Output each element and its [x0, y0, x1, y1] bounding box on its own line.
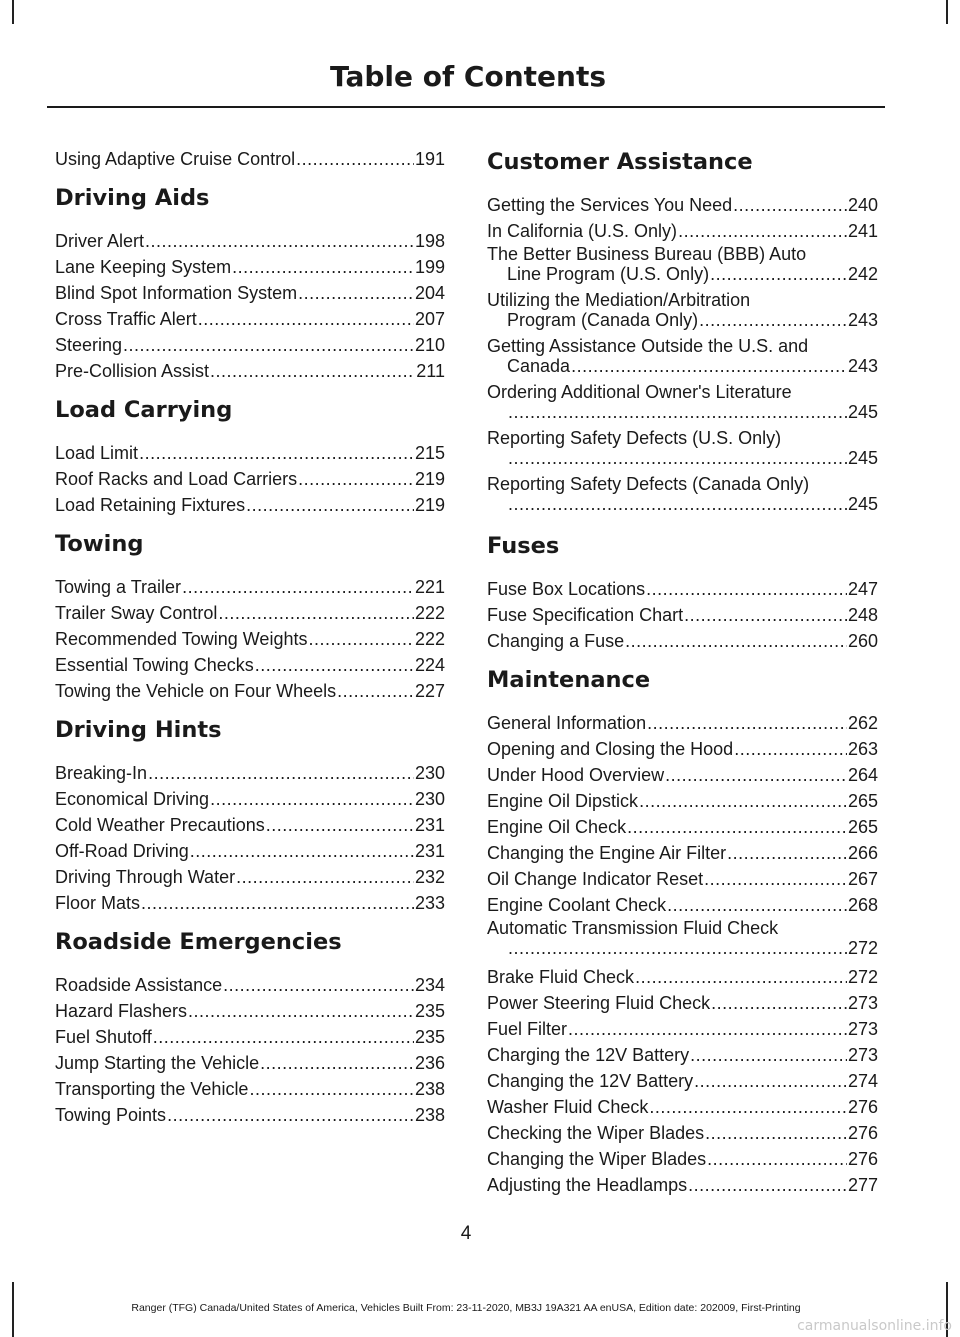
toc-entry[interactable] [55, 972, 445, 998]
toc-entry[interactable] [487, 1146, 878, 1172]
dot-leader [649, 1094, 847, 1120]
toc-entry-title: Roof Racks and Load Carriers [55, 469, 298, 489]
section-heading: Fuses [487, 533, 560, 559]
toc-entry-page: 266 [847, 843, 878, 863]
dot-leader [236, 864, 414, 890]
toc-entry-title: Jump Starting the Vehicle [55, 1053, 260, 1073]
toc-entry-title: Cold Weather Precautions [55, 815, 265, 835]
page-number: 4 [460, 1223, 472, 1244]
toc-entry-page: 248 [847, 605, 878, 625]
toc-entry-title: Power Steering Fluid Check [487, 993, 711, 1013]
toc-entry[interactable] [55, 466, 445, 492]
toc-entry[interactable] [487, 576, 878, 602]
toc-entry-title: Fuel Filter [487, 1019, 568, 1039]
toc-entry-title: Automatic Transmission Fluid Check [487, 918, 779, 938]
toc-entry-page: 277 [847, 1175, 878, 1195]
toc-entry[interactable] [55, 492, 445, 518]
toc-entry-title: Opening and Closing the Hood [487, 739, 734, 759]
dot-leader [255, 652, 414, 678]
toc-entry[interactable] [55, 146, 445, 172]
toc-entry-title: Engine Oil Check [487, 817, 627, 837]
left-column [55, 146, 445, 1128]
dot-leader [246, 492, 414, 518]
toc-entry[interactable] [487, 336, 878, 378]
toc-entry[interactable] [487, 192, 878, 218]
toc-entry-title: Roadside Assistance [55, 975, 223, 995]
toc-entry[interactable] [55, 652, 445, 678]
toc-entry-title: Getting Assistance Outside the U.S. and [487, 336, 809, 356]
dot-leader [727, 840, 847, 866]
dot-leader [153, 1024, 414, 1050]
dot-leader [625, 628, 847, 654]
toc-entry[interactable] [55, 864, 445, 890]
toc-entry-title: Load Retaining Fixtures [55, 495, 246, 515]
section-heading: Maintenance [487, 667, 651, 693]
toc-entry-title: Pre-Collision Assist [55, 361, 210, 381]
toc-entry[interactable] [487, 1094, 878, 1120]
toc-entry[interactable] [487, 1042, 878, 1068]
toc-entry-page: 240 [847, 195, 878, 215]
toc-entry-continuation [487, 356, 878, 378]
section-spacer [55, 916, 445, 926]
toc-entry-page: 219 [414, 495, 445, 515]
toc-entry-title: Engine Coolant Check [487, 895, 667, 915]
right-column [487, 146, 878, 1198]
toc-entry-title: Driving Through Water [55, 867, 236, 887]
toc-entry-title: Changing the 12V Battery [487, 1071, 694, 1091]
toc-entry-page: 242 [847, 264, 878, 284]
toc-entry-title: Blind Spot Information System [55, 283, 298, 303]
toc-entry-title: Fuse Box Locations [487, 579, 646, 599]
toc-entry-page: 268 [847, 895, 878, 915]
toc-entry-title: Reporting Safety Defects (Canada Only) [487, 474, 810, 494]
crop-mark-top-left [12, 0, 14, 24]
toc-entry-title: Checking the Wiper Blades [487, 1123, 705, 1143]
toc-entry-page: 207 [414, 309, 445, 329]
toc-entry-page: 227 [414, 681, 445, 701]
toc-entry[interactable] [55, 254, 445, 280]
toc-entry[interactable] [487, 788, 878, 814]
section-spacer [55, 384, 445, 394]
toc-entry-page: 235 [414, 1001, 445, 1021]
dot-leader [647, 710, 847, 736]
toc-entry[interactable] [487, 892, 878, 918]
toc-entry-page: 263 [847, 739, 878, 759]
toc-entry-title: Steering [55, 335, 123, 355]
dot-leader [704, 866, 847, 892]
toc-entry-title: Under Hood Overview [487, 765, 665, 785]
toc-entry-continuation [487, 938, 878, 960]
toc-entry[interactable] [487, 1016, 878, 1042]
toc-entry-page: 272 [847, 967, 878, 987]
toc-entry-title: Cross Traffic Alert [55, 309, 197, 329]
toc-entry-page: 211 [416, 361, 445, 381]
dot-leader [298, 280, 414, 306]
toc-entry[interactable] [487, 602, 878, 628]
toc-entry-page: 238 [414, 1079, 445, 1099]
toc-entry-page: 222 [414, 603, 445, 623]
toc-entry-page: 260 [847, 631, 878, 651]
footer-text: Ranger (TFG) Canada/United States of America, Vehicles Built From: 23-11-2020, MB3J 19A321 AA enUSA, Edition date: 202009, First-Printing [131, 1302, 801, 1314]
toc-entry-title: Brake Fluid Check [487, 967, 635, 987]
toc-entry-title: Lane Keeping System [55, 257, 232, 277]
toc-entry[interactable] [487, 474, 878, 516]
toc-entry-continuation [487, 448, 878, 470]
toc-entry-page: 215 [414, 443, 445, 463]
toc-entry-title: Oil Change Indicator Reset [487, 869, 704, 889]
toc-entry-page: 235 [414, 1027, 445, 1047]
dot-leader [210, 786, 414, 812]
toc-entry-continuation [487, 494, 878, 516]
toc-entry-page: 199 [414, 257, 445, 277]
dot-leader [678, 218, 847, 244]
toc-entry[interactable] [55, 280, 445, 306]
dot-leader [145, 228, 414, 254]
toc-entry-page: 245 [847, 448, 878, 468]
toc-entry-title: Utilizing the Mediation/Arbitration [487, 290, 751, 310]
toc-entry-title: Driver Alert [55, 231, 145, 251]
dot-leader [141, 890, 414, 916]
toc-entry-page: 221 [414, 577, 445, 597]
section-spacer [487, 654, 878, 664]
toc-entry[interactable] [487, 382, 878, 424]
toc-entry[interactable] [487, 762, 878, 788]
toc-entry[interactable] [55, 332, 445, 358]
toc-entry[interactable] [487, 218, 878, 244]
toc-entry-page: 272 [847, 938, 878, 958]
toc-entry-title: Recommended Towing Weights [55, 629, 308, 649]
toc-entry-page: 243 [847, 356, 878, 376]
page-title: Table of Contents [329, 60, 606, 93]
toc-entry-page: 276 [847, 1097, 878, 1117]
toc-entry[interactable] [55, 678, 445, 704]
toc-entry[interactable] [487, 1120, 878, 1146]
toc-entry-title-cont: Program (Canada Only) [507, 310, 699, 330]
toc-entry-title: Using Adaptive Cruise Control [55, 149, 296, 169]
toc-entry-page: 210 [414, 335, 445, 355]
toc-entry-page: 231 [414, 815, 445, 835]
toc-entry-page: 276 [847, 1123, 878, 1143]
toc-entry[interactable] [487, 628, 878, 654]
toc-entry[interactable] [55, 600, 445, 626]
dot-leader [733, 192, 847, 218]
dot-leader [508, 938, 847, 958]
toc-entry[interactable] [55, 786, 445, 812]
toc-entry-continuation [487, 310, 878, 332]
toc-entry-page: 230 [414, 763, 445, 783]
toc-entry-page: 265 [847, 791, 878, 811]
toc-entry-title: Off-Road Driving [55, 841, 189, 861]
toc-entry-page: 247 [847, 579, 878, 599]
dot-leader [260, 1050, 414, 1076]
toc-entry[interactable] [55, 838, 445, 864]
toc-entry-title-cont: Line Program (U.S. Only) [507, 264, 710, 284]
toc-entry[interactable] [55, 890, 445, 916]
toc-entry[interactable] [55, 998, 445, 1024]
toc-entry-title: Charging the 12V Battery [487, 1045, 690, 1065]
dot-leader [646, 576, 847, 602]
dot-leader [139, 440, 414, 466]
dot-leader [667, 892, 847, 918]
dot-leader [296, 146, 414, 172]
dot-leader [665, 762, 847, 788]
toc-entry[interactable] [55, 1102, 445, 1128]
toc-entry[interactable] [487, 244, 878, 286]
toc-entry-page: 265 [847, 817, 878, 837]
toc-entry-title: Changing a Fuse [487, 631, 625, 651]
toc-entry-title: Fuse Specification Chart [487, 605, 684, 625]
toc-entry-page: 236 [414, 1053, 445, 1073]
dot-leader [249, 1076, 414, 1102]
crop-mark-top-right [946, 0, 948, 24]
dot-leader [223, 972, 414, 998]
dot-leader [688, 1172, 847, 1198]
toc-entry-title: Load Limit [55, 443, 139, 463]
toc-entry[interactable] [487, 710, 878, 736]
dot-leader [232, 254, 414, 280]
toc-entry-page: 273 [847, 1019, 878, 1039]
dot-leader [627, 814, 847, 840]
toc-entry-title: General Information [487, 713, 647, 733]
dot-leader [710, 264, 847, 284]
toc-entry[interactable] [487, 918, 878, 960]
dot-leader [508, 494, 847, 514]
toc-entry[interactable] [487, 1068, 878, 1094]
dot-leader [571, 356, 847, 376]
dot-leader [308, 626, 413, 652]
toc-entry[interactable] [55, 574, 445, 600]
toc-entry-title: Trailer Sway Control [55, 603, 218, 623]
toc-entry-title: Transporting the Vehicle [55, 1079, 249, 1099]
dot-leader [148, 760, 414, 786]
toc-entry-page: 230 [414, 789, 445, 809]
dot-leader [210, 358, 415, 384]
dot-leader [639, 788, 847, 814]
toc-entry-title: Adjusting the Headlamps [487, 1175, 688, 1195]
dot-leader [182, 574, 414, 600]
toc-entry[interactable] [55, 1024, 445, 1050]
dot-leader [188, 998, 414, 1024]
toc-entry[interactable] [487, 866, 878, 892]
toc-entry-title: In California (U.S. Only) [487, 221, 678, 241]
toc-entry-title: Towing a Trailer [55, 577, 182, 597]
toc-entry-page: 191 [414, 149, 445, 169]
toc-entry-title: Breaking-In [55, 763, 148, 783]
dot-leader [707, 1146, 847, 1172]
section-spacer [55, 172, 445, 182]
section-heading: Customer Assistance [487, 149, 753, 175]
toc-entry-page: 222 [414, 629, 445, 649]
toc-entry-page: 273 [847, 1045, 878, 1065]
toc-entry-title-cont: Canada [507, 356, 571, 376]
toc-entry[interactable] [487, 290, 878, 332]
toc-entry-title: Fuel Shutoff [55, 1027, 152, 1047]
toc-entry-title: Essential Towing Checks [55, 655, 254, 675]
dot-leader [568, 1016, 847, 1042]
toc-entry[interactable] [487, 428, 878, 470]
toc-entry[interactable] [487, 990, 878, 1016]
toc-entry[interactable] [55, 1050, 445, 1076]
toc-entry-title: Ordering Additional Owner's Literature [487, 382, 792, 402]
toc-entry[interactable] [487, 964, 878, 990]
toc-entry-page: 276 [847, 1149, 878, 1169]
toc-entry-title: Washer Fluid Check [487, 1097, 649, 1117]
toc-entry[interactable] [487, 814, 878, 840]
dot-leader [705, 1120, 847, 1146]
toc-entry-page: 234 [414, 975, 445, 995]
section-heading: Driving Aids [55, 185, 210, 211]
toc-entry-page: 273 [847, 993, 878, 1013]
section-heading: Roadside Emergencies [55, 929, 342, 955]
toc-entry-page: 232 [414, 867, 445, 887]
dot-leader [167, 1102, 414, 1128]
section-heading: Towing [55, 531, 144, 557]
section-heading: Load Carrying [55, 397, 233, 423]
toc-entry-continuation [487, 264, 878, 286]
section-spacer [55, 704, 445, 714]
section-heading: Driving Hints [55, 717, 222, 743]
toc-entry[interactable] [487, 736, 878, 762]
toc-entry-page: 264 [847, 765, 878, 785]
dot-leader [190, 838, 414, 864]
dot-leader [298, 466, 414, 492]
toc-entry-page: 245 [847, 494, 878, 514]
dot-leader [699, 310, 847, 330]
toc-entry-page: 274 [847, 1071, 878, 1091]
toc-entry-title: Reporting Safety Defects (U.S. Only) [487, 428, 782, 448]
toc-entry[interactable] [55, 760, 445, 786]
toc-entry-page: 219 [414, 469, 445, 489]
toc-entry[interactable] [55, 358, 445, 384]
dot-leader [635, 964, 847, 990]
toc-entry-title: The Better Business Bureau (BBB) Auto [487, 244, 807, 264]
watermark: carmanualsonline.info [797, 1318, 952, 1334]
dot-leader [218, 600, 414, 626]
toc-entry[interactable] [55, 228, 445, 254]
dot-leader [508, 402, 847, 422]
dot-leader [198, 306, 414, 332]
toc-entry[interactable] [55, 812, 445, 838]
toc-entry-page: 243 [847, 310, 878, 330]
toc-entry[interactable] [55, 626, 445, 652]
toc-entry-title: Towing the Vehicle on Four Wheels [55, 681, 337, 701]
dot-leader [266, 812, 414, 838]
toc-entry-title: Hazard Flashers [55, 1001, 188, 1021]
header-rule [47, 106, 885, 108]
dot-leader [508, 448, 847, 468]
toc-entry[interactable] [55, 440, 445, 466]
dot-leader [711, 990, 847, 1016]
dot-leader [684, 602, 847, 628]
dot-leader [123, 332, 414, 358]
toc-entry-title: Engine Oil Dipstick [487, 791, 639, 811]
toc-entry-title: Getting the Services You Need [487, 195, 733, 215]
toc-entry-page: 224 [414, 655, 445, 675]
toc-entry-page: 241 [847, 221, 878, 241]
toc-entry-title: Economical Driving [55, 789, 210, 809]
toc-entry-page: 204 [414, 283, 445, 303]
page-header [0, 60, 606, 93]
dot-leader [690, 1042, 847, 1068]
dot-leader [337, 678, 414, 704]
toc-entry-title: Changing the Wiper Blades [487, 1149, 707, 1169]
toc-entry[interactable] [55, 306, 445, 332]
section-spacer [55, 518, 445, 528]
toc-entry[interactable] [55, 1076, 445, 1102]
toc-entry[interactable] [487, 1172, 878, 1198]
toc-entry-continuation [487, 402, 878, 424]
toc-entry-page: 267 [847, 869, 878, 889]
toc-entry-page: 233 [414, 893, 445, 913]
toc-entry-page: 245 [847, 402, 878, 422]
toc-entry-page: 198 [414, 231, 445, 251]
toc-entry[interactable] [487, 840, 878, 866]
toc-entry-title: Changing the Engine Air Filter [487, 843, 727, 863]
dot-leader [694, 1068, 847, 1094]
toc-entry-title: Towing Points [55, 1105, 167, 1125]
section-spacer [487, 520, 878, 530]
toc-entry-page: 262 [847, 713, 878, 733]
dot-leader [734, 736, 847, 762]
toc-entry-page: 231 [414, 841, 445, 861]
toc-entry-page: 238 [414, 1105, 445, 1125]
toc-entry-title: Floor Mats [55, 893, 141, 913]
